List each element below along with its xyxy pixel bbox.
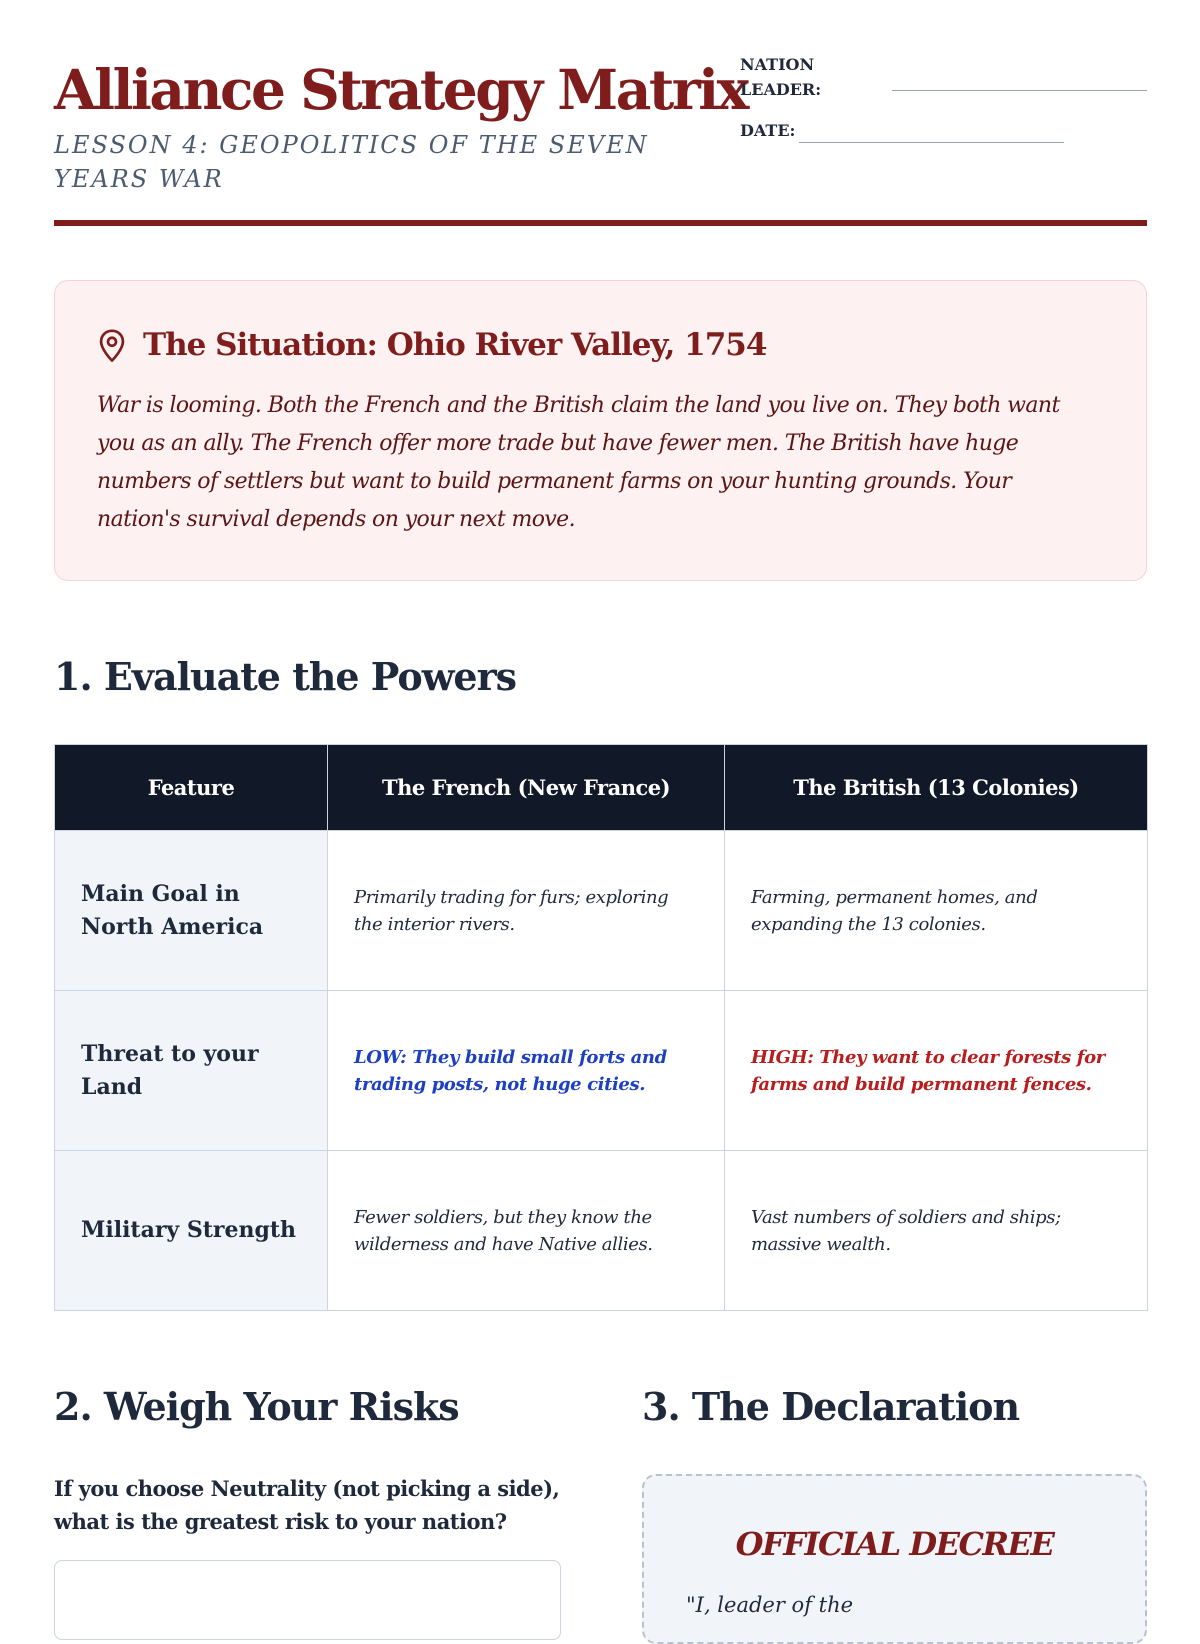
header-divider bbox=[54, 220, 1147, 226]
british-cell: HIGH: They want to clear forests for farms and build permanent fences. bbox=[725, 991, 1148, 1151]
section-heading-declaration: 3. The Declaration bbox=[642, 1384, 1020, 1429]
table-header-row bbox=[55, 745, 1148, 831]
feature-cell: Military Strength bbox=[55, 1151, 328, 1311]
map-pin-icon bbox=[97, 329, 127, 363]
table-row bbox=[55, 991, 1148, 1151]
situation-text: War is looming. Both the French and the British claim the land you live on. They both want you as an ally. The French offer more trade but have fewer men. The British have huge numbers of settlers but want to build permanent farms on your hunting grounds. Your nation's survival depends on your next move. bbox=[97, 393, 1060, 532]
feature-cell: Threat to your Land bbox=[55, 991, 328, 1151]
worksheet-header bbox=[54, 50, 1147, 228]
risk-question: If you choose Neutrality (not picking a side), what is the greatest risk to your nation? bbox=[54, 1476, 560, 1534]
section-heading-risks: 2. Weigh Your Risks bbox=[54, 1384, 459, 1429]
situation-title: The Situation: Ohio River Valley, 1754 bbox=[143, 327, 767, 363]
column-header-feature: Feature bbox=[55, 745, 328, 831]
french-cell: Primarily trading for furs; exploring the interior rivers. bbox=[328, 831, 725, 991]
page-title: Alliance Strategy Matrix bbox=[54, 57, 747, 122]
british-cell: Farming, permanent homes, and expanding the 13 colonies. bbox=[725, 831, 1148, 991]
french-cell: LOW: They build small forts and trading posts, not huge cities. bbox=[328, 991, 725, 1151]
section-heading-evaluate: 1. Evaluate the Powers bbox=[54, 654, 516, 699]
decree-title: OFFICIAL DECREE bbox=[735, 1525, 1054, 1563]
column-header-french: The French (New France) bbox=[328, 745, 725, 831]
french-cell: Fewer soldiers, but they know the wilderness and have Native allies. bbox=[328, 1151, 725, 1311]
column-header-british: The British (13 Colonies) bbox=[725, 745, 1148, 831]
powers-table bbox=[54, 744, 1148, 1311]
table-row bbox=[55, 1151, 1148, 1311]
page-subtitle: LESSON 4: GEOPOLITICS OF THE SEVEN YEARS WAR bbox=[54, 131, 649, 193]
risk-answer-box[interactable] bbox=[54, 1560, 561, 1640]
date-label: DATE: bbox=[740, 121, 796, 140]
nation-leader-field[interactable] bbox=[892, 90, 1147, 91]
feature-cell: Main Goal in North America bbox=[55, 831, 328, 991]
british-cell: Vast numbers of soldiers and ships; massive wealth. bbox=[725, 1151, 1148, 1311]
decree-text: "I, leader of the bbox=[686, 1593, 854, 1617]
date-field[interactable] bbox=[799, 142, 1064, 143]
nation-leader-label: NATION LEADER: bbox=[740, 55, 822, 99]
decree-box bbox=[642, 1474, 1147, 1644]
table-row bbox=[55, 831, 1148, 991]
situation-box bbox=[54, 280, 1147, 581]
